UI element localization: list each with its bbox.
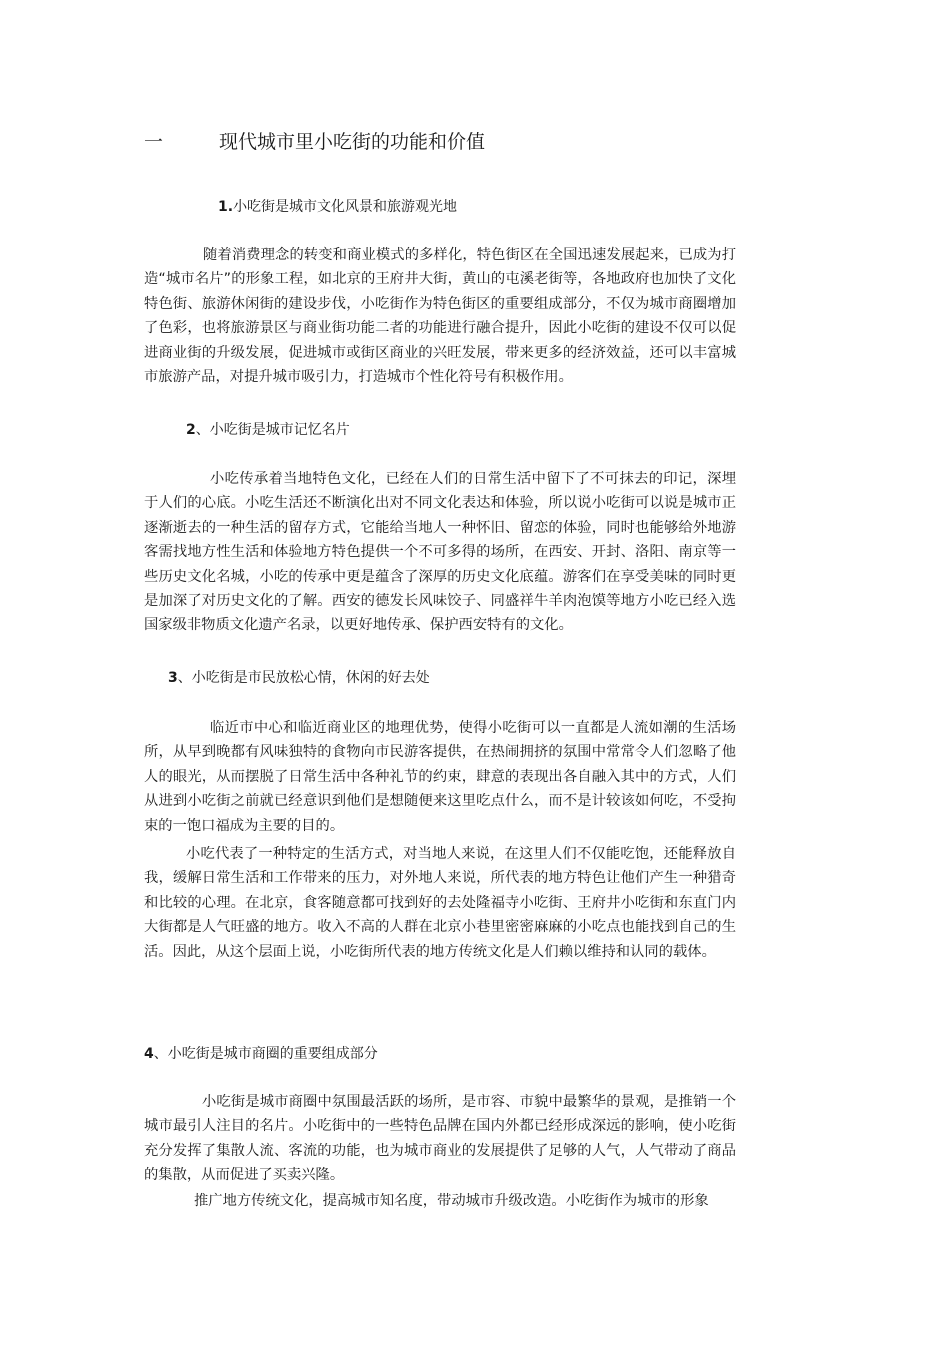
section-2-heading (186, 420, 350, 440)
section-1-title: 小吃街是城市文化风景和旅游观光地 (233, 199, 458, 215)
section-3-paragraph-2: 小吃代表了一种特定的生活方式，对当地人来说，在这里人们不仅能吃饱，还能释放自我，缓解日常生活和工作带来的压力，对外地人来说，所代表的地方特色让他们产生一种猎奇和比较的心理。在北京，食客随意都可找到好的去处隆福寺小吃街、王府井小吃街和东直门内大街都是人气旺盛的地方。收入不高的人群在北京小巷里密密麻麻的小吃点也能找到自己的生活。因此，从这个层面上说，小吃街所代表的地方传统文化是人们赖以维持和认同的载体。 (144, 846, 736, 960)
section-2-number: 2 (186, 422, 196, 438)
section-4-paragraph-2: 推广地方传统文化，提高城市知名度，带动城市升级改造。小吃街作为城市的形象 (194, 1193, 709, 1209)
section-1-paragraph-1: 随着消费理念的转变和商业模式的多样化，特色街区在全国迅速发展起来，已成为打造“城市名片”的形象工程，如北京的王府井大街，黄山的屯溪老街等，各地政府也加快了文化特色街、旅游休闲街的建设步伐，小吃街作为特色街区的重要组成部分，不仅为城市商圈增加了色彩，也将旅游景区与商业街功能二者的功能进行融合提升，因此小吃街的建设不仅可以促进商业街的升级发展，促进城市或街区商业的兴旺发展，带来更多的经济效益，还可以丰富城市旅游产品，对提升城市吸引力，打造城市个性化符号有积极作用。 (144, 247, 736, 386)
section-3-paragraph-1: 临近市中心和临近商业区的地理优势，使得小吃街可以一直都是人流如潮的生活场所，从早到晚都有风味独特的食物向市民游客提供，在热闹拥挤的氛围中常常令人们忽略了他人的眼光，从而摆脱了日常生活中各种礼节的约束，肆意的表现出各自融入其中的方式，人们从进到小吃街之前就已经意识到他们是想随便来这里吃点什么，而不是计较该如何吃，不受拘束的一饱口福成为主要的目的。 (144, 720, 736, 834)
section-3-heading (168, 668, 430, 688)
section-2-title: 、小吃街是城市记忆名片 (195, 422, 350, 438)
section-1-heading (218, 197, 457, 217)
section-2-paragraph-1: 小吃传承着当地特色文化，已经在人们的日常生活中留下了不可抹去的印记，深埋于人们的心底。小吃生活还不断演化出对不同文化表达和体验，所以说小吃街可以说是城市正逐渐逝去的一种生活的留存方式，它能给当地人一种怀旧、留恋的体验，同时也能够给外地游客需找地方性生活和体验地方特色提供一个不可多得的场所，在西安、开封、洛阳、南京等一些历史文化名城，小吃的传承中更是蕴含了深厚的历史文化底蕴。游客们在享受美味的同时更是加深了对历史文化的了解。西安的德发长风味饺子、同盛祥牛羊肉泡馍等地方小吃已经入选国家级非物质文化遗产名录，以更好地传承、保护西安特有的文化。 (144, 471, 736, 634)
chapter-title (144, 128, 485, 156)
section-4-heading (144, 1044, 378, 1064)
section-4-title: 、小吃街是城市商圈的重要组成部分 (153, 1046, 378, 1062)
section-4-number: 4 (144, 1046, 154, 1062)
section-3-number: 3 (168, 670, 178, 686)
section-4-paragraph-1: 小吃街是城市商圈中氛围最活跃的场所，是市容、市貌中最繁华的景观，是推销一个城市最引人注目的名片。小吃街中的一些特色品牌在国内外都已经形成深远的影响，使小吃街充分发挥了集散人流、客流的功能，也为城市商业的发展提供了足够的人气，人气带动了商品的集散，从而促进了买卖兴隆。 (144, 1094, 736, 1184)
section-1-number: 1. (218, 199, 234, 215)
chapter-title-text: 现代城市里小吃街的功能和价值 (219, 131, 486, 153)
section-3-title: 、小吃街是市民放松心情，休闲的好去处 (177, 670, 430, 686)
chapter-number: 一 (144, 131, 164, 153)
